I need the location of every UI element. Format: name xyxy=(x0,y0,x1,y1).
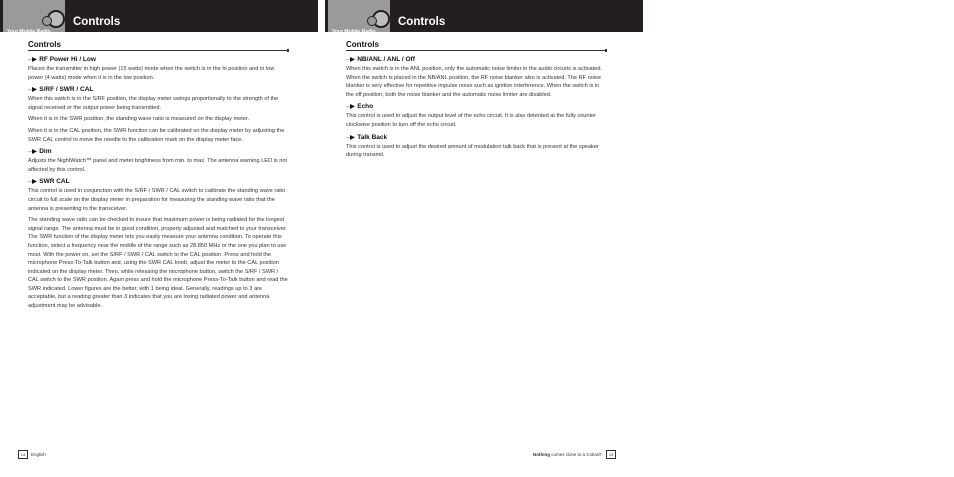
header-subtitle: Your Mobile Radio xyxy=(7,29,51,35)
footer-slogan-bold: Nothing xyxy=(533,452,550,457)
item-title: - - ▶ Echo xyxy=(346,103,374,111)
left-page xyxy=(0,0,325,477)
right-page xyxy=(325,0,650,477)
arrow-icon: - - ▶ xyxy=(346,57,355,63)
header-title: Controls xyxy=(398,16,446,28)
footer-language: English xyxy=(31,452,46,457)
controls-section xyxy=(346,40,606,163)
arrow-icon: - - ▶ xyxy=(28,57,37,63)
section-title: Controls xyxy=(28,40,288,51)
page-number: 14 xyxy=(18,450,28,459)
item-paragraph: When it is in the SWR position, the standing wave ratio is measured on the display meter. xyxy=(28,116,250,123)
page-header xyxy=(0,0,318,35)
item-paragraph: When this switch is in the ANL position, only the automatic noise limiter in the audio circuits is activated. When the switch is placed in the NB/ANL position, the RF noise blanker also is activated. The RF noise blanker is very effective for repetitive impulse noise such as ignition interference. When the switch is in the off position, both the noise blanker and the automatic noise limiter are disabled. xyxy=(346,66,602,98)
item-title: - - ▶ SWR CAL xyxy=(28,178,70,186)
item-paragraph: When this switch is in the S/RF position, the display meter swings proportionally to the strength of the signal received or the output power being transmitted. xyxy=(28,96,279,111)
item-title: - - ▶ S/RF / SWR / CAL xyxy=(28,86,94,94)
knob-small-icon xyxy=(42,16,52,26)
item-paragraph: The standing wave ratio can be checked to insure that maximum power is being radiated for the longest signal range. The antenna must be in good condition, properly adjusted and matched to your transceiver. The SWR function of the display meter lets you easily measure your antenna condition. To operate this function, select a frequency near the middle of the range such as 28.850 MHz or the one you plan to use most. With the power on, set the S/RF / SWR / CAL switch to the CAL position. Press and hold the microphone Press-To-Talk button and, using the SWR CAL knob, adjust the meter to the CAL position indicated on the display meter. Then, while releasing the microphone button, switch the S/RF / SWR / CAL switch to the SWR position. Again press and hold the microphone Press-To-Talk button and read the SWR indicated. Lower figures are the better, with 1 being ideal. Generally, readings up to 3 are acceptable, but a reading greater than 3 indicates that you are losing radiated power and antenna adjustment may be advisable. xyxy=(28,217,288,310)
page-number: 15 xyxy=(606,450,616,459)
item-paragraph: This control is used to adjust the desired amount of modulation talk back that is present at the speaker during transmit. xyxy=(346,143,599,159)
arrow-icon: - - ▶ xyxy=(28,87,37,94)
section-title: Controls xyxy=(346,40,606,51)
arrow-icon: - - ▶ xyxy=(346,104,355,111)
item-paragraph: Adjusts the NightWatch™ panel and meter brightness from min. to max. The antenna warning LED is not affected by this control. xyxy=(28,158,287,173)
arrow-icon: - - ▶ xyxy=(28,149,37,156)
item-paragraph: Places the transmitter in high power (15 watts) mode when the switch is in the hi position and in low power (4 watts) mode when it is in the low position. xyxy=(28,66,275,81)
page-footer xyxy=(18,450,46,459)
item-paragraph: When it is in the CAL position, the SWR function can be calibrated on the display meter by adjusting the SWR CAL control to move the needle to the calibration mark on the display meter face. xyxy=(28,127,285,143)
header-title: Controls xyxy=(73,16,121,28)
item-title: - - ▶ RF Power Hi / Low xyxy=(28,56,96,63)
item-title: - - ▶ NB/ANL / ANL / Off xyxy=(346,56,415,63)
item-paragraph: This control is used in conjunction with the S/RF / SWR / CAL switch to calibrate the standing wave ratio circuit to full scale on the display meter in preparation for measuring the standing wave ratio that the antenna is presenting to the transceiver. xyxy=(28,188,286,212)
header-subtitle: Your Mobile Radio xyxy=(332,29,376,35)
item-title: - - ▶ Talk Back xyxy=(346,133,388,141)
item-paragraph: This control is used to adjust the output level of the echo circuit. It is also detented at the fully counter clockwise position to turn off the echo circuit. xyxy=(346,113,596,128)
knob-small-icon xyxy=(367,16,377,26)
header-logo-box xyxy=(328,0,390,35)
arrow-icon: - - ▶ xyxy=(28,179,37,186)
arrow-icon: - - ▶ xyxy=(346,134,355,141)
page-footer xyxy=(533,450,616,459)
item-title: - - ▶ Dim xyxy=(28,148,52,156)
header-logo-box xyxy=(3,0,65,35)
page-header xyxy=(325,0,643,35)
footer-slogan: comes close to a Cobra® xyxy=(551,452,602,457)
controls-section xyxy=(28,40,288,314)
